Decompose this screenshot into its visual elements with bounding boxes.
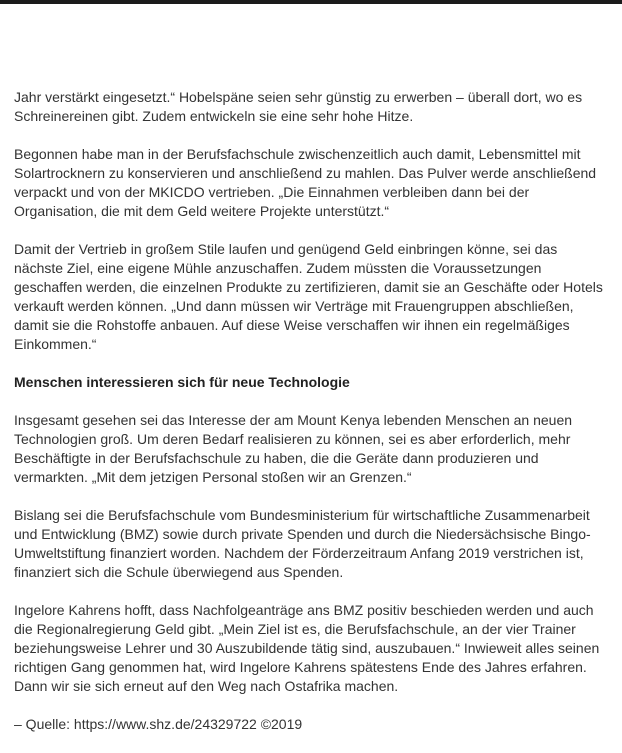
section-heading: Menschen interessieren sich für neue Technologie (14, 374, 350, 390)
article-content (14, 88, 608, 753)
paragraph: Ingelore Kahrens hofft, dass Nachfolgeanträge ans BMZ positiv beschieden werden und auch die Regionalregierung Geld gibt. „Mein Ziel ist es, die Berufsfachschule, an der vier Trainer beziehungsweise Lehrer und 30 Auszubildende tätig sind, auszubauen.“ Inwieweit alles seinen richtigen Gang genommen hat, wird Ingelore Kahrens spätestens Ende des Jahres erfahren. Dann wir sie sich erneut auf den Weg nach Ostafrika machen. (14, 602, 600, 694)
paragraph: Damit der Vertrieb in großem Stile laufen und genügend Geld einbringen könne, sei das nächste Ziel, eine eigene Mühle anzuschaffen. Zudem müssten die Voraussetzungen geschaffen werden, die einzelnen Produkte zu zertifizieren, damit sie an Geschäfte oder Hotels verkauft werden können. „Und dann müssen wir Verträge mit Frauengruppen abschließen, damit sie die Rohstoffe anbauen. Auf diese Weise verschaffen wir ihnen ein regelmäßiges Einkommen.“ (14, 241, 603, 352)
top-border-bar (0, 0, 622, 4)
paragraph: Insgesamt gesehen sei das Interesse der am Mount Kenya lebenden Menschen an neuen Technologien groß. Um deren Bedarf realisieren zu können, sei es aber erforderlich, mehr Beschäftigte in der Berufsfachschule zu haben, die die Geräte dann produzieren und vermarkten. „Mit dem jetzigen Personal stoßen wir an Grenzen.“ (14, 412, 573, 485)
paragraph: Bislang sei die Berufsfachschule vom Bundesministerium für wirtschaftliche Zusammenarbeit und Entwicklung (BMZ) sowie durch private Spenden und durch die Niedersächsische Bingo-Umweltstiftung finanziert worden. Nachdem der Förderzeitraum Anfang 2019 verstrichen ist, finanziert sich die Schule überwiegend aus Spenden. (14, 507, 591, 580)
paragraph: Jahr verstärkt eingesetzt.“ Hobelspäne seien sehr günstig zu erwerben – überall dort, wo es Schreinereinen gibt. Zudem entwickeln sie eine sehr hohe Hitze. (14, 89, 583, 124)
source-line: – Quelle: https://www.shz.de/24329722 ©2019 (14, 716, 303, 732)
paragraph: Begonnen habe man in der Berufsfachschule zwischenzeitlich auch damit, Lebensmittel mit Solartrocknern zu konservieren und anschließend zu mahlen. Das Pulver werde anschließend verpackt und von der MKICDO vertrieben. „Die Einnahmen verbleiben dann bei der Organisation, die mit dem Geld weitere Projekte unterstützt.“ (14, 146, 597, 219)
